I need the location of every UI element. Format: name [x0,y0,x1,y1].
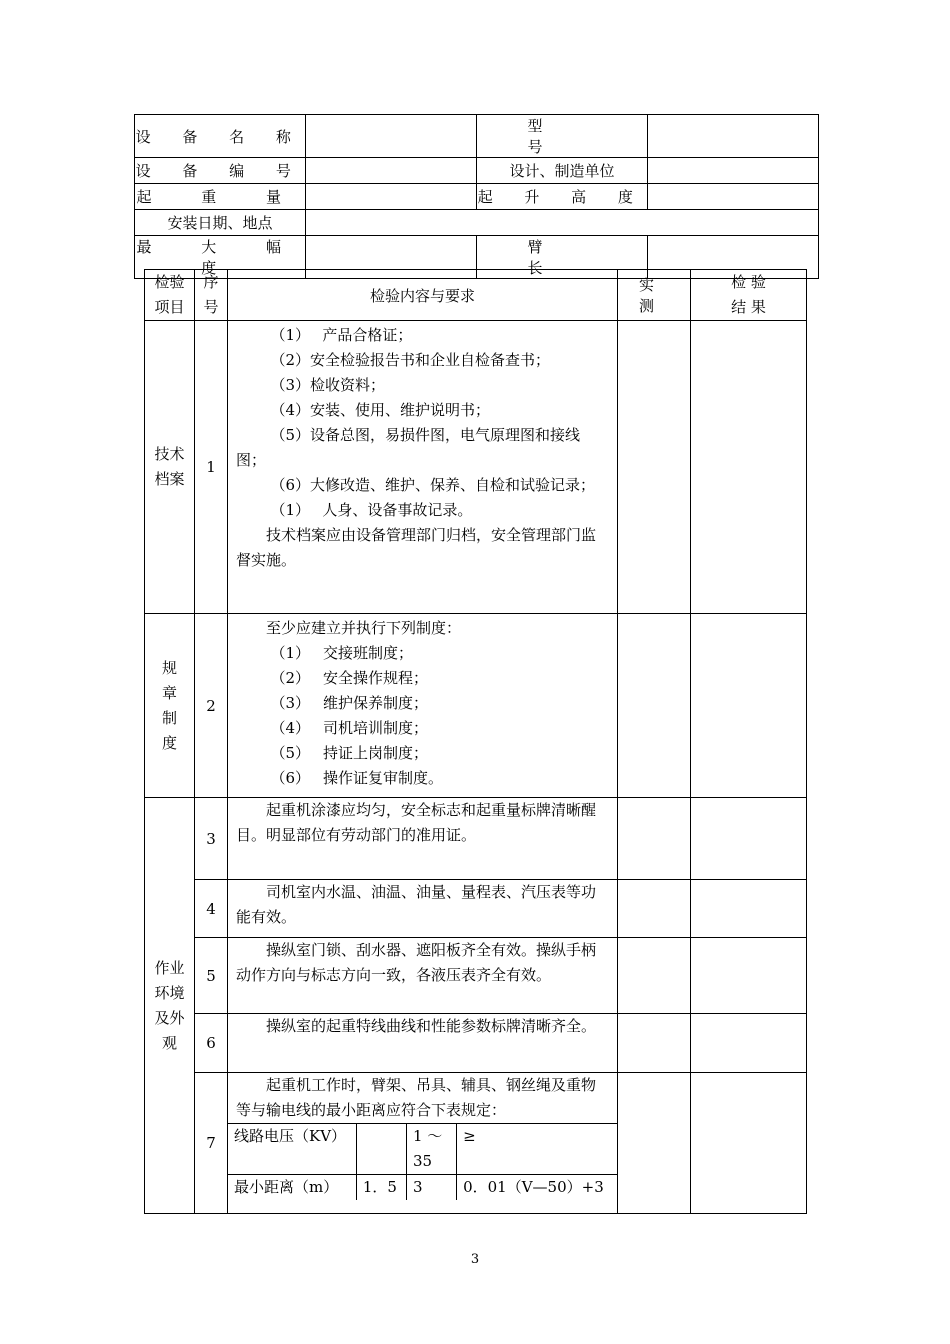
table-row-rules [145,614,807,798]
section-label-rules [145,614,195,798]
list-text: 安装、使用、维护说明书； [310,401,491,419]
install-label: 安装日期、地点 [135,210,306,236]
section-label-tech [145,321,195,614]
list-text: 安全检验报告书和企业自检备查书； [310,351,551,369]
list-text: 设备总图，易损件图，电气原理图和接线图； [236,426,581,469]
measured-cell[interactable] [618,798,691,880]
info-row [135,184,819,210]
content-text: 起重机涂漆应均匀，安全标志和起重量标牌清晰醒目。明显部位有劳动部门的准用证。 [236,801,597,844]
lifting-capacity-label: 起 重 量 [135,184,306,210]
voltage-value [356,1124,406,1175]
result-cell[interactable] [691,1014,807,1073]
manufacturer-value[interactable] [648,158,819,184]
header-result [691,270,807,321]
list-item [236,716,609,741]
arm-length-label: 臂 长 [477,236,648,279]
list-num: （1） [270,326,303,344]
list-text: 维护保养制度； [323,694,429,712]
content-text: 操纵室门锁、刮水器、遮阳板齐全有效。操纵手柄动作方向与标志方向一致，各液压表齐全有效。 [236,941,597,984]
section-label-line: 观 [161,1033,177,1052]
content-text: 起重机工作时，臂架、吊具、辅具、钢丝绳及重物等与输电线的最小距离应符合下表规定： [236,1076,597,1119]
list-num: （2） [270,669,311,687]
section-label-line: 度 [161,733,177,752]
result-cell[interactable] [691,798,807,880]
measured-cell[interactable] [618,321,691,614]
content-cell [228,1073,618,1214]
content-text: 司机室内水温、油温、油量、量程表、汽压表等功能有效。 [236,883,597,926]
list-item [236,473,609,498]
result-cell[interactable] [691,614,807,798]
header-seq-line2: 号 [203,298,219,316]
device-number-value[interactable] [306,158,477,184]
distance-value: 0．01（V—50）+3 [457,1175,617,1201]
seq-number: 5 [195,938,228,1014]
list-text: 大修改造、维护、保养、自检和试验记录； [310,476,596,494]
model-label: 型 号 [477,115,648,158]
section-label-line: 制 [161,708,177,727]
device-name-value[interactable] [306,115,477,158]
list-item [236,691,609,716]
lifting-height-value[interactable] [648,184,819,210]
device-name-label: 设 备 名 称 [135,115,306,158]
list-num: （6） [270,476,311,494]
distance-label: 最小距离（m） [228,1175,356,1201]
distance-row [228,1175,617,1201]
list-num: （1） [270,501,303,519]
table-header-row [145,270,807,321]
inspection-table [144,269,807,1214]
list-item [236,498,609,523]
list-item [236,398,609,423]
header-seq-line1: 序 [203,273,219,291]
list-num: （2） [270,351,311,369]
table-row-env-6 [145,1014,807,1073]
info-row [135,115,819,158]
section-label-line: 规 [161,658,177,677]
list-item [236,373,609,398]
section-label-line: 环境 [154,983,185,1002]
list-item [236,741,609,766]
lifting-capacity-value[interactable] [306,184,477,210]
list-text: 司机培训制度； [323,719,429,737]
list-item [236,641,609,666]
measured-cell[interactable] [618,1014,691,1073]
voltage-value: ≥ [457,1124,617,1175]
equipment-info-table [134,114,819,279]
seq-number: 6 [195,1014,228,1073]
header-item-line1: 检验 [154,273,185,291]
list-item [236,348,609,373]
table-row-env-7 [145,1073,807,1214]
list-text: 产品合格证； [322,326,413,344]
list-num: （3） [270,694,311,712]
list-text: 交接班制度； [323,644,414,662]
list-num: （3） [270,376,311,394]
distance-value: 3 [406,1175,456,1201]
measured-cell[interactable] [618,614,691,798]
header-result-line2: 结 果 [731,298,766,316]
rules-intro: 至少应建立并执行下列制度： [266,619,462,637]
seq-number: 3 [195,798,228,880]
seq-number: 2 [195,614,228,798]
seq-number: 4 [195,880,228,938]
list-num: （1） [270,644,311,662]
tech-note: 技术档案应由设备管理部门归档，安全管理部门监督实施。 [236,526,597,569]
measured-cell[interactable] [618,938,691,1014]
header-item [145,270,195,321]
list-item [236,423,609,473]
install-value[interactable] [306,210,819,236]
list-num: （5） [270,426,311,444]
result-cell[interactable] [691,321,807,614]
header-seq [195,270,228,321]
measured-cell[interactable] [618,880,691,938]
result-cell[interactable] [691,880,807,938]
list-num: （5） [270,744,311,762]
section-label-line: 及外 [154,1008,185,1027]
seq-number: 1 [195,321,228,614]
header-item-line2: 项目 [154,298,185,316]
list-text: 持证上岗制度； [323,744,429,762]
seq-number: 7 [195,1073,228,1214]
content-cell [228,321,618,614]
header-measured: 实 测 [618,270,691,321]
section-label-line: 章 [161,683,177,702]
result-cell[interactable] [691,938,807,1014]
lifting-height-label: 起 升 高 度 [477,184,648,210]
table-row-env-4 [145,880,807,938]
table-row-env-3 [145,798,807,880]
manufacturer-label: 设计、制造单位 [477,158,648,184]
list-num: （4） [270,401,311,419]
info-row [135,158,819,184]
content-cell [228,880,618,938]
page-number: 3 [470,1252,480,1267]
list-item [236,666,609,691]
content-cell [228,938,618,1014]
device-number-label: 设 备 编 号 [135,158,306,184]
max-range-label: 最 大 幅 度 [135,236,306,279]
list-num: （4） [270,719,311,737]
content-text: 操纵室的起重特线曲线和性能参数标牌清晰齐全。 [266,1017,597,1035]
voltage-row [228,1124,617,1175]
list-text: 检收资料； [310,376,386,394]
list-num: （6） [270,769,311,787]
list-text: 操作证复审制度。 [323,769,444,787]
content-cell [228,798,618,880]
header-result-line1: 检 验 [731,273,766,291]
result-cell[interactable] [691,1073,807,1214]
list-text: 安全操作规程； [323,669,429,687]
list-text: 人身、设备事故记录。 [322,501,473,519]
section-label-line: 档案 [154,470,185,488]
table-row-env-5 [145,938,807,1014]
distance-table [228,1123,617,1200]
measured-cell[interactable] [618,1073,691,1214]
distance-value: 1．5 [356,1175,406,1201]
section-label-env [145,798,195,1214]
content-cell [228,614,618,798]
list-item [236,323,609,348]
table-row-tech [145,321,807,614]
header-content: 检验内容与要求 [228,270,618,321]
list-item [236,766,609,791]
content-cell [228,1014,618,1073]
voltage-label: 线路电压（KV） [228,1124,356,1175]
section-label-line: 作业 [154,958,185,977]
section-label-line: 技术 [154,445,185,463]
info-row [135,210,819,236]
voltage-value: 1 ～ 35 [406,1124,456,1175]
model-value[interactable] [648,115,819,158]
